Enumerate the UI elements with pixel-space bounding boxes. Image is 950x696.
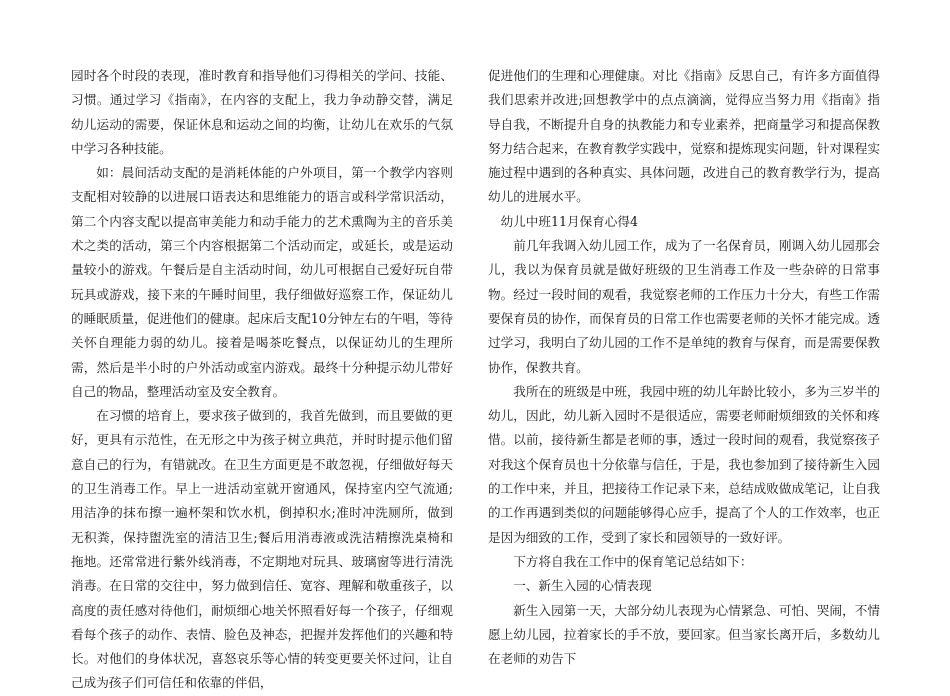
paragraph: 前几年我调入幼儿园工作，成为了一名保育员，刚调入幼儿园那会儿，我以为保育员就是做好班级的卫生消毒工作及一些杂碎的日常事物。经过一段时间的观看，我觉察老师的工作压力十分大，有些工作需要保育员的协作，而保育员的日常工作也需要老师的关怀才能完成。透过学习，我明白了幼儿园的工作不是单纯的教育与保育，而是需要保教协作，保教共育。 [488,238,880,375]
subheading: 一、新生入园的心情表现 [513,578,652,594]
paragraph: 我所在的班级是中班，我园中班的幼儿年龄比较小，多为三岁半的幼儿，因此，幼儿新入园时不是很适应，需要老师耐烦细致的关怀和疼惜。以前，接待新生都是老师的事，透过一段时间的观看，我觉察孩子对我这个保育员也十分依靠与信任，于是，我也参加到了接待新生入园的工作中来，并且，把接待工作记录下来，总结成败做成笔记，让自我的工作再遇到类似的问题能够得心应手，提高了个人的工作效率，也正是因为细致的工作，受到了家长和园领导的一致好评。 [488,383,880,545]
section-heading: 幼儿中班11月保育心得4 [500,213,638,229]
paragraph: 如：晨间活动支配的是消耗体能的户外项目，第一个教学内容则支配相对较静的以进展口语表达和思维能力的语言或科学常识活动，第二个内容支配以提高审美能力和动手能力的艺术熏陶为主的音乐美术之类的活动，第三个内容根据第二个活动而定，或延长，或是运动量较小的游戏。午餐后是自主活动时间，幼儿可根据自己爱好玩自带玩具或游戏，接下来的午睡时间里，我仔细做好巡察工作，保证幼儿的睡眠质量，促进他们的健康。起床后支配10分钟左右的午唱，等待关怀自理能力弱的幼儿。接着是喝茶吃餐点，以保证幼儿的生理所需，然后是半小时的户外活动或室内游戏。最终十分种提示幼儿带好自己的物品，整理活动室及安全教育。 [71,165,453,399]
paragraph: 新生入园第一天，大部分幼儿表现为心情紧急、可怕、哭闹，不情愿上幼儿园，拉着家长的手不放，要回家。但当家长离开后，多数幼儿在老师的劝告下 [488,602,880,667]
paragraph: 促进他们的生理和心理健康。对比《指南》反思自己，有许多方面值得我们思索并改进;回想教学中的点点滴滴，觉得应当努力用《指南》指导自我，不断提升自身的执教能力和专业素养，把商量学习和提高保教努力结合起来，在教育教学实践中，觉察和提炼现实问题，针对课程实施过程中遇到的各种真实、具体问题，改进自己的教育教学行为，提高幼儿的进展水平。 [488,68,880,205]
paragraph: 在习惯的培育上，要求孩子做到的，我首先做到，而且要做的更好，更具有示范性，在无形之中为孩子树立典范，并时时提示他们留意自己的行为，有错就改。在卫生方面更是不敢忽视，仔细做好每天的卫生消毒工作。早上一进活动室就开窗通风，保持室内空气流通;用洁净的抹布擦一遍杯架和饮水机，倒掉积水;准时冲洗厕所，做到无积粪，保持盥洗室的清洁卫生;餐后用消毒液或洗洁精擦洗桌椅和拖地。还常常进行紫外线消毒，不定期地对玩具、玻璃窗等进行清洗消毒。在日常的交往中，努力做到信任、宽容、理解和敬重孩子，以高度的责任感对待他们，耐烦细心地关怀照看好每一个孩子，仔细观看每个孩子的动作、表情、脸色及神态，把握并发挥他们的兴趣和特长。对他们的身体状况，喜怒哀乐等心情的转变更要关怀过问，让自己成为孩子们可信任和依靠的伴侣， [71,408,453,691]
paragraph: 下方将自我在工作中的保育笔记总结如下： [513,553,753,569]
left-column [71,64,453,696]
right-column [488,64,880,671]
paragraph: 园时各个时段的表现，准时教育和指导他们习得相关的学问、技能、习惯。通过学习《指南》，在内容的支配上，我力争动静交替，满足幼儿运动的需要，保证休息和运动之间的均衡，让幼儿在欢乐的气氛中学习各种技能。 [71,68,453,156]
